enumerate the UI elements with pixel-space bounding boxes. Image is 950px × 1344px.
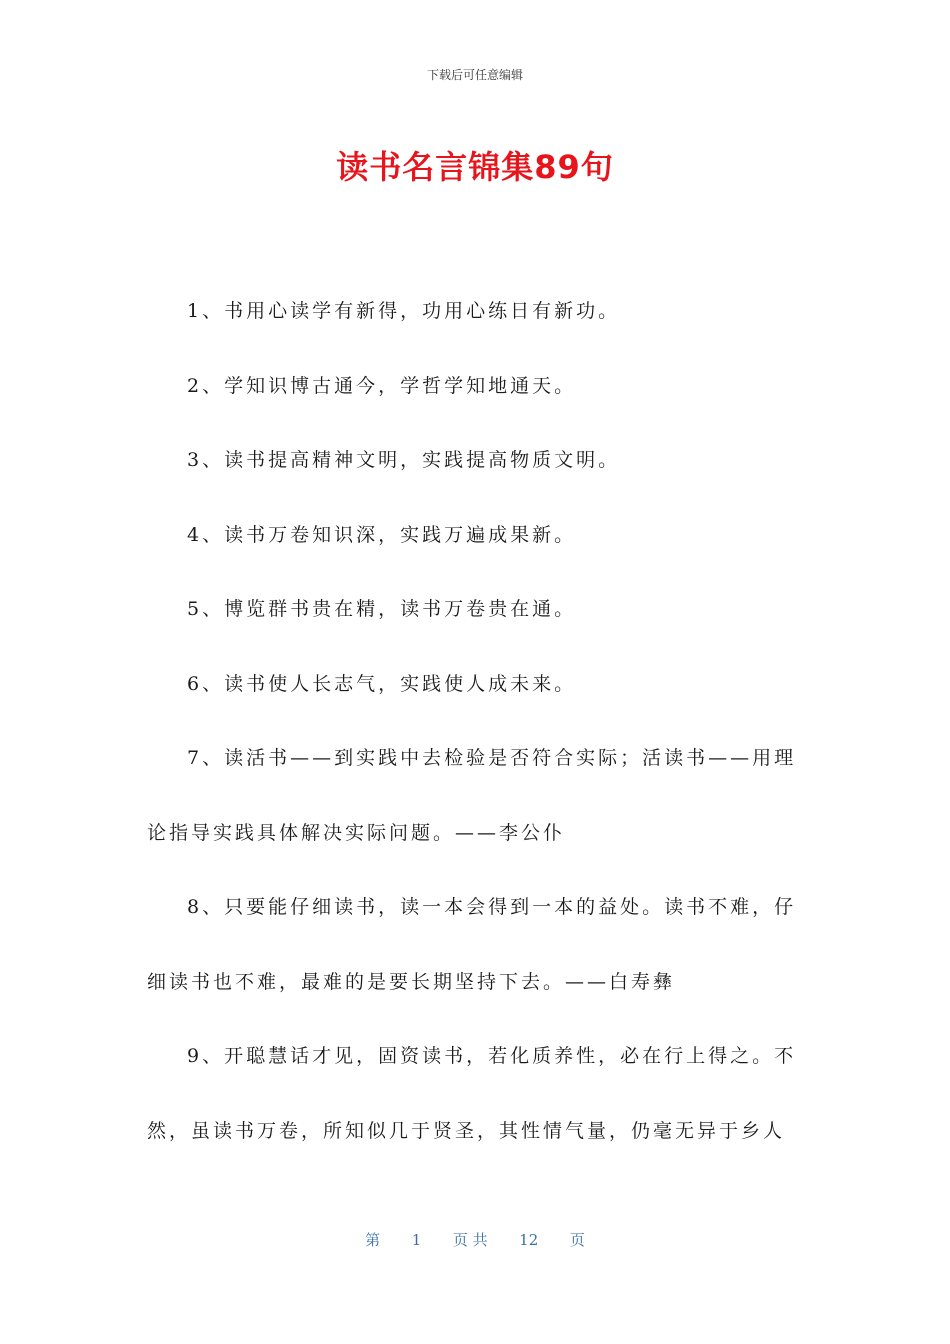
- footer-ye: 页: [569, 1231, 585, 1249]
- paragraph-6: 6、读书使人长志气，实践使人成未来。: [187, 672, 577, 695]
- document-title: 读书名言锦集89句: [336, 148, 614, 186]
- paragraph-9: 9、开聪慧话才见，固资读书，若化质养性，必在行上得之。不然，虽读书万卷，所知似几于贤圣，其性情气量，仍毫无异于乡人: [147, 1045, 797, 1142]
- footer-total-pages: 12: [519, 1231, 539, 1249]
- header-note: 下载后可任意编辑: [426, 68, 523, 82]
- paragraph-5: 5、博览群书贵在精，读书万卷贵在通。: [187, 598, 577, 620]
- footer-ye-gong: 页 共: [452, 1231, 488, 1249]
- paragraph-8: 8、只要能仔细读书，读一本会得到一本的益处。读书不难，仔细读书也不难，最难的是要长期坚持下去。——白寿彝: [147, 896, 797, 993]
- paragraph-1: 1、书用心读学有新得，功用心练日有新功。: [187, 300, 621, 322]
- footer-page-number: 1: [411, 1231, 422, 1249]
- paragraph-4: 4、读书万卷知识深，实践万遍成果新。: [187, 523, 577, 546]
- page-footer: [0, 1229, 950, 1250]
- paragraph-7: 7、读活书——到实践中去检验是否符合实际；活读书——用理论指导实践具体解决实际问题。——李公仆: [147, 747, 797, 844]
- paragraph-2: 2、学知识博古通今，学哲学知地通天。: [187, 374, 577, 397]
- paragraph-3: 3、读书提高精神文明，实践提高物质文明。: [187, 449, 621, 471]
- footer-di: 第: [365, 1231, 381, 1249]
- document-body: [147, 274, 807, 1168]
